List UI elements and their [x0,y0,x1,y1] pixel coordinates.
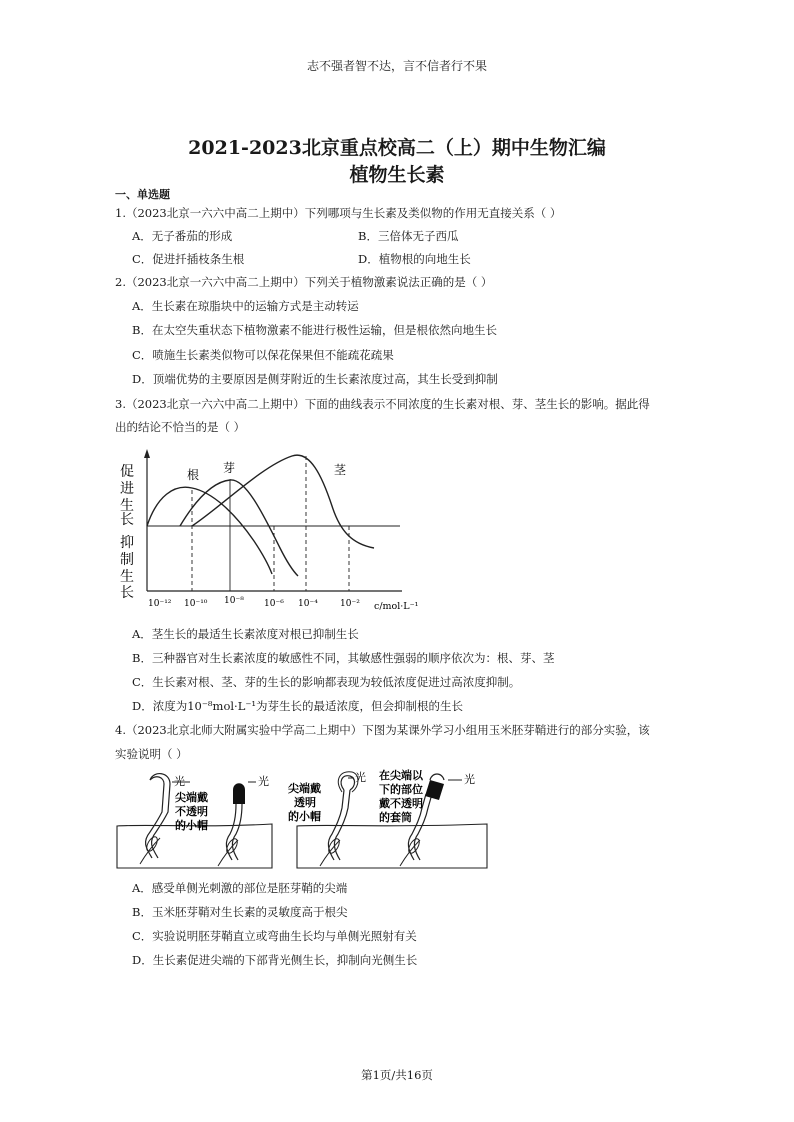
ylabel-promote-2: 进 [120,481,134,497]
question-2-option-a: A．生长素在琼脂块中的运输方式是主动转运 [132,299,359,313]
y-axis-arrow [144,449,150,458]
page-number: 第1页/共16页 [361,1068,433,1082]
question-1-option-a: A．无子番茄的形成 [132,229,233,243]
ylabel-inhibit-3: 生 [120,569,134,585]
tick-label: 10⁻¹² [148,599,172,609]
coleoptile-experiment-figure [112,768,492,870]
caption-transparent-cap-2: 透明 [294,796,316,809]
ylabel-inhibit-4: 长 [120,585,134,601]
light-label: 光 [174,775,185,788]
question-4-option-c: C．实验说明胚芽鞘直立或弯曲生长均与单侧光照射有关 [132,929,417,943]
light-label: 光 [258,775,269,788]
ylabel-promote-3: 生 [120,498,134,514]
document-title: 2021-2023北京重点校高二（上）期中生物汇编 [188,137,606,159]
question-4-option-b: B．玉米胚芽鞘对生长素的灵敏度高于根尖 [132,905,348,919]
question-4-option-a: A．感受单侧光刺激的部位是胚芽鞘的尖端 [132,881,348,895]
label-stem: 茎 [334,463,347,477]
question-1-option-d: D．植物根的向地生长 [358,252,471,266]
question-3-stem-line2: 出的结论不恰当的是（ ） [115,420,246,434]
x-axis-label: c/mol·L⁻¹ [374,601,419,612]
ylabel-promote-1: 促 [120,464,134,480]
section-heading: 一、单选题 [115,188,170,201]
question-2-option-c: C．喷施生长素类似物可以保花保果但不能疏花疏果 [132,348,394,362]
seedling-transparent-cap [320,772,358,866]
ylabel-inhibit-1: 抑 [120,535,134,551]
root-curve [147,487,272,574]
tick-label: 10⁻⁶ [264,599,284,609]
soil-box-right [297,824,487,868]
caption-sleeve-3: 戴不透明 [379,797,423,810]
ylabel-inhibit-2: 制 [120,552,134,568]
question-3-option-c: C．生长素对根、茎、芽的生长的影响都表现为较低浓度促进过高浓度抑制。 [132,675,521,689]
question-1-option-b: B．三倍体无子西瓜 [358,229,459,243]
light-label: 光 [464,773,475,786]
document-subtitle: 植物生长素 [349,164,445,186]
light-label: 光 [355,771,366,784]
label-bud: 芽 [223,461,236,475]
tick-label: 10⁻² [340,599,360,609]
question-3-option-a: A．茎生长的最适生长素浓度对根已抑制生长 [132,627,359,641]
bud-curve [180,480,298,576]
ylabel-promote-4: 长 [120,512,134,528]
question-1-stem: 1.（2023北京一六六中高二上期中）下列哪项与生长素及类似物的作用无直接关系（ ） [115,206,562,220]
question-2-option-b: B．在太空失重状态下植物激素不能进行极性运输，但是根依然向地生长 [132,323,497,337]
question-3-option-b: B．三种器官对生长素浓度的敏感性不同，其敏感性强弱的顺序依次为：根、芽、茎 [132,651,555,665]
question-4-option-d: D．生长素促进尖端的下部背光侧生长，抑制向光侧生长 [132,953,418,967]
growth-curve-figure [112,446,419,614]
question-3-option-d: D．浓度为10⁻⁸mol·L⁻¹为芽生长的最适浓度，但会抑制根的生长 [132,699,464,713]
tick-label: 10⁻⁴ [298,599,318,609]
question-4-stem-line2: 实验说明（ ） [115,747,188,761]
question-1-option-c: C．促进扦插枝条生根 [132,252,245,266]
question-2-option-d: D．顶端优势的主要原因是侧芽附近的生长素浓度过高，其生长受到抑制 [132,372,498,386]
tick-label: 10⁻⁸ [224,596,244,606]
caption-opaque-cap-1: 尖端戴 [175,791,208,804]
label-root: 根 [187,468,200,482]
seedling-bending-left [140,774,170,864]
question-2-stem: 2.（2023北京一六六中高二上期中）下列关于植物激素说法正确的是（ ） [115,275,493,289]
caption-sleeve-4: 的套筒 [379,811,412,824]
seedling-opaque-cap [218,783,245,866]
caption-transparent-cap-1: 尖端戴 [288,782,321,795]
question-4-stem-line1: 4.（2023北京北师大附属实验中学高二上期中）下图为某课外学习小组用玉米胚芽鞘进行的部分实验，该 [115,723,650,737]
caption-sleeve-1: 在尖端以 [379,769,423,782]
question-3-stem-line1: 3.（2023北京一六六中高二上期中）下面的曲线表示不同浓度的生长素对根、芽、茎生长的影响。据此得 [115,397,650,411]
caption-sleeve-2: 下的部位 [379,783,423,796]
caption-opaque-cap-3: 的小帽 [175,819,208,832]
tick-label: 10⁻¹⁰ [184,599,208,609]
motto: 志不强者智不达，言不信者行不果 [306,59,487,73]
caption-transparent-cap-3: 的小帽 [288,810,321,823]
caption-opaque-cap-2: 不透明 [175,805,208,818]
